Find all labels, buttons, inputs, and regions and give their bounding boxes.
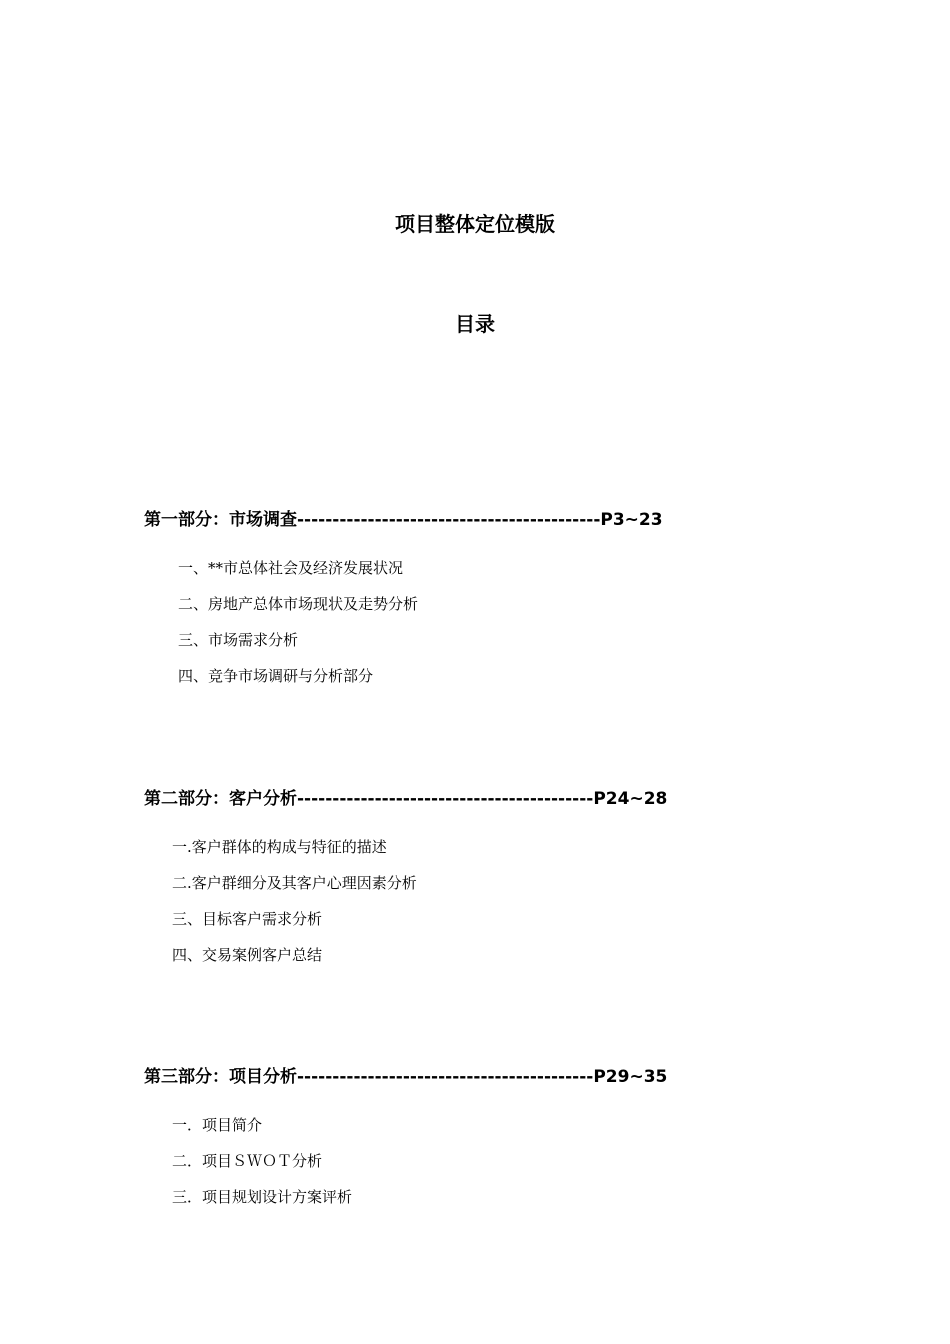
toc-item: 一、**市总体社会及经济发展状况 — [178, 559, 404, 577]
document-title: 项目整体定位模版 — [395, 212, 555, 236]
toc-item: 二、房地产总体市场现状及走势分析 — [178, 595, 419, 613]
toc-item: 四、交易案例客户总结 — [172, 946, 323, 964]
part-heading: 第一部分：市场调查-------------------------------------------P3~23 — [144, 510, 663, 530]
toc-item: 二．项目ＳＷＯＴ分析 — [172, 1152, 323, 1170]
toc-item: 二.客户群细分及其客户心理因素分析 — [172, 874, 417, 892]
toc-item: 一.客户群体的构成与特征的描述 — [172, 838, 387, 856]
part-heading: 第三部分：项目分析------------------------------------------P29~35 — [144, 1067, 668, 1087]
toc-item: 三．项目规划设计方案评析 — [172, 1188, 353, 1206]
toc-item: 三、目标客户需求分析 — [172, 910, 323, 928]
toc-heading: 目录 — [455, 312, 495, 336]
toc-item: 三、市场需求分析 — [178, 631, 299, 649]
part-heading: 第二部分：客户分析------------------------------------------P24~28 — [144, 789, 668, 809]
toc-item: 一．项目简介 — [172, 1116, 263, 1134]
toc-item: 四、竞争市场调研与分析部分 — [178, 667, 374, 685]
